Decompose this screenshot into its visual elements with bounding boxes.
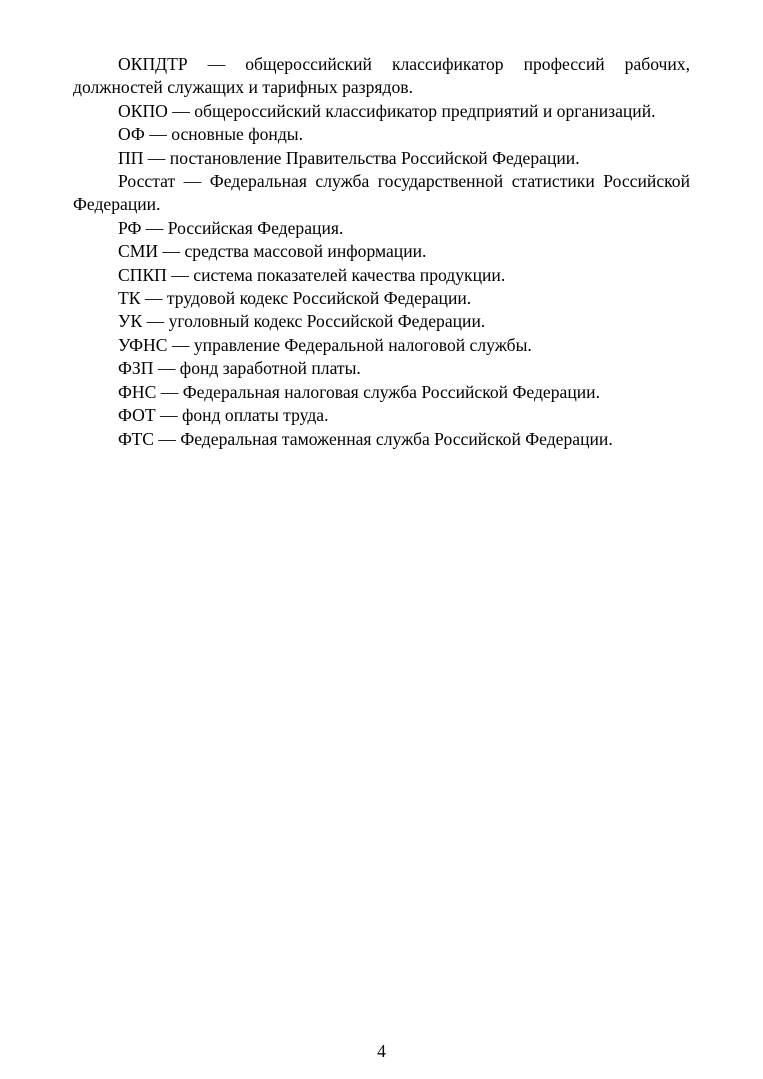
abbreviation-entry-fts: ФТС — Федеральная таможенная служба Российской Федерации. [118,428,613,449]
abbreviation-entry-uk: УК — уголовный кодекс Российской Федерации. [118,311,486,332]
abbreviation-entry-fot: ФОТ — фонд оплаты труда. [118,405,329,426]
abbreviation-entry-pp: ПП — постановление Правительства Российской Федерации. [118,147,580,168]
abbreviation-entry-rf: РФ — Российская Федерация. [118,217,344,238]
abbreviation-entry-rosstat: Росстат — Федеральная служба государственной статистики Российской Федерации. [73,171,690,215]
abbreviation-list [73,53,690,451]
abbreviation-entry-spkp: СПКП — система показателей качества продукции. [118,264,506,285]
abbreviation-entry-ufns: УФНС — управление Федеральной налоговой службы. [118,334,532,355]
abbreviation-entry-okpo: ОКПО — общероссийский классификатор предприятий и организаций. [118,100,656,121]
page-number: 4 [377,1041,386,1061]
abbreviation-entry-fns: ФНС — Федеральная налоговая служба Российской Федерации. [118,381,600,402]
abbreviation-entry-okpdtr: ОКПДТР — общероссийский классификатор профессий рабочих, должностей служащих и тарифных разрядов. [73,54,690,98]
abbreviation-entry-tk: ТК — трудовой кодекс Российской Федерации. [118,288,472,309]
abbreviation-entry-of: ОФ — основные фонды. [118,124,304,145]
abbreviation-entry-fzp: ФЗП — фонд заработной платы. [118,358,361,379]
abbreviation-entry-smi: СМИ — средства массовой информации. [118,241,427,262]
